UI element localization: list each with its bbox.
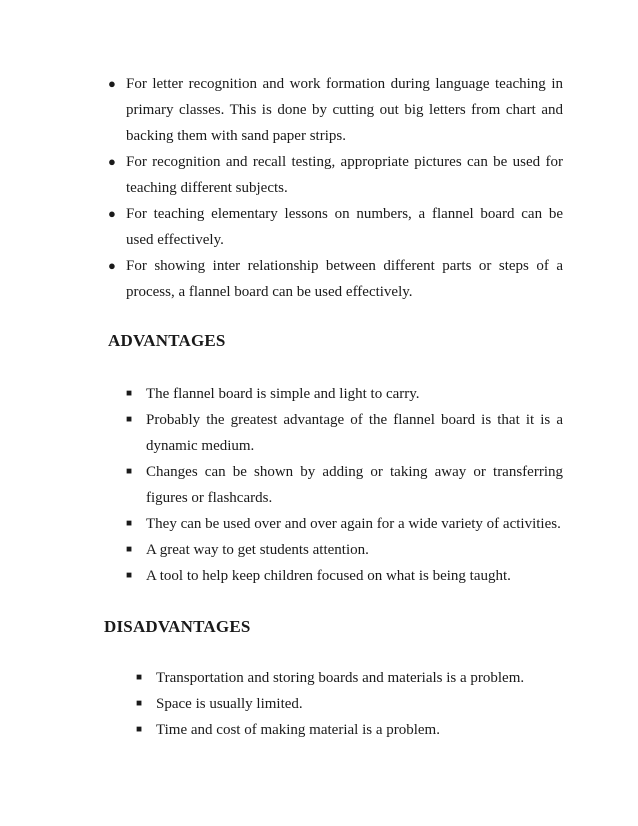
list-item: ● For teaching elementary lessons on numbers, a flannel board can be used effectively. [126,201,563,253]
round-bullet-icon: ● [108,258,116,273]
list-item: ■ They can be used over and over again for a wide variety of activities. [146,511,563,537]
disadvantages-list [136,665,556,743]
list-item: ● For letter recognition and work formation during language teaching in primary classes. This is done by cutting out big letters from chart and backing them with sand paper strips. [126,71,563,149]
square-bullet-icon: ■ [126,544,133,555]
square-bullet-icon: ■ [136,724,143,735]
list-item: ■ Time and cost of making material is a problem. [156,717,556,743]
square-bullet-icon: ■ [136,698,143,709]
list-item: ■ Changes can be shown by adding or taking away or transferring figures or flashcards. [146,459,563,511]
list-item: ● For recognition and recall testing, appropriate pictures can be used for teaching different subjects. [126,149,563,201]
square-bullet-icon: ■ [126,570,133,581]
list-item: ■ Space is usually limited. [156,691,556,717]
square-bullet-icon: ■ [126,388,133,399]
list-item: ■ Probably the greatest advantage of the flannel board is that it is a dynamic medium. [146,407,563,459]
list-item: ■ Transportation and storing boards and materials is a problem. [156,665,556,691]
list-item: ● For showing inter relationship between different parts or steps of a process, a flannel board can be used effectively. [126,253,563,305]
round-bullet-icon: ● [108,76,116,91]
advantages-list [126,381,563,589]
list-item: ■ A tool to help keep children focused on what is being taught. [146,563,563,589]
square-bullet-icon: ■ [126,414,133,425]
intro-bullet-list [108,71,563,305]
square-bullet-icon: ■ [126,518,133,529]
list-item: ■ A great way to get students attention. [146,537,563,563]
square-bullet-icon: ■ [126,466,133,477]
advantages-heading: ADVANTAGES [108,331,226,350]
square-bullet-icon: ■ [136,672,143,683]
disadvantages-heading: DISADVANTAGES [104,617,251,636]
list-item: ■ The flannel board is simple and light to carry. [146,381,563,407]
round-bullet-icon: ● [108,206,116,221]
round-bullet-icon: ● [108,154,116,169]
